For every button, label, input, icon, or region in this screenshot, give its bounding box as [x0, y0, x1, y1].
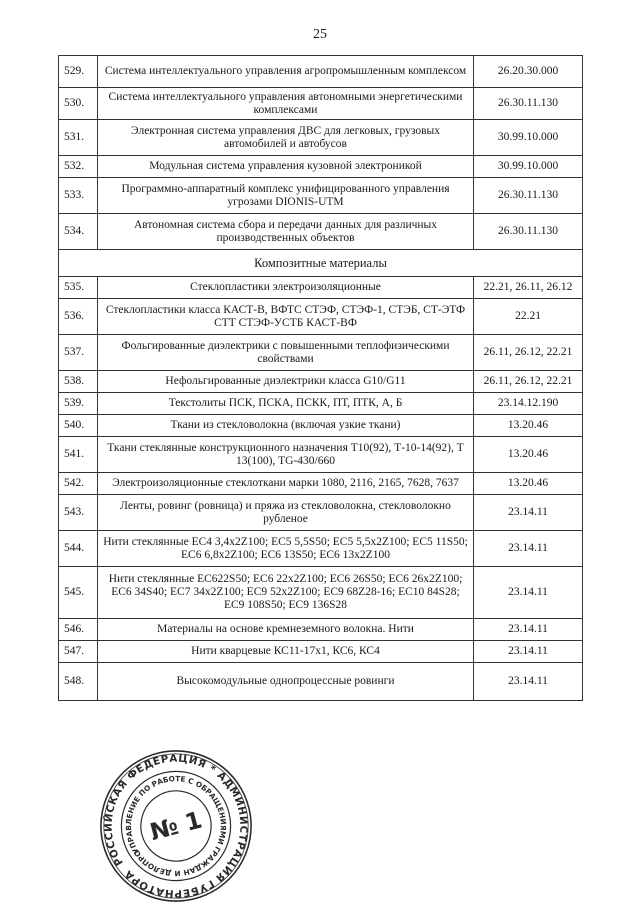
product-name: Ленты, ровинг (ровница) и пряжа из стекловолокна, стекловолокно рубленое [98, 495, 474, 531]
table-row [59, 120, 583, 156]
row-number: 529. [59, 56, 98, 88]
okpd-code: 13.20.46 [474, 473, 583, 495]
row-number: 547. [59, 641, 98, 663]
okpd-code: 26.11, 26.12, 22.21 [474, 335, 583, 371]
table-row [59, 641, 583, 663]
table-row [59, 663, 583, 701]
product-name: Ткани стеклянные конструкционного назначения Т10(92), Т-10-14(92), Т 13(100), TG-430/660 [98, 437, 474, 473]
section-row [59, 250, 583, 277]
okpd-code: 22.21, 26.11, 26.12 [474, 277, 583, 299]
product-name: Нефольгированные диэлектрики класса G10/G11 [98, 371, 474, 393]
table-row [59, 619, 583, 641]
row-number: 542. [59, 473, 98, 495]
product-name: Фольгированные диэлектрики с повышенными теплофизическими свойствами [98, 335, 474, 371]
product-name: Текстолиты ПСК, ПСКА, ПСКК, ПТ, ПТК, А, Б [98, 393, 474, 415]
product-name: Программно-аппаратный комплекс унифицированного управления угрозами DIONIS-UTM [98, 178, 474, 214]
row-number: 533. [59, 178, 98, 214]
section-title: Композитные материалы [59, 250, 583, 277]
product-name: Электроизоляционные стеклоткани марки 1080, 2116, 2165, 7628, 7637 [98, 473, 474, 495]
okpd-code: 23.14.11 [474, 641, 583, 663]
table-row [59, 567, 583, 619]
okpd-code: 26.30.11.130 [474, 178, 583, 214]
okpd-code: 30.99.10.000 [474, 156, 583, 178]
row-number: 540. [59, 415, 98, 437]
table-row [59, 473, 583, 495]
okpd-code: 23.14.11 [474, 619, 583, 641]
product-name: Автономная система сбора и передачи данных для различных производственных объектов [98, 214, 474, 250]
row-number: 537. [59, 335, 98, 371]
row-number: 534. [59, 214, 98, 250]
table-row [59, 335, 583, 371]
table-row [59, 214, 583, 250]
page-number: 25 [313, 27, 327, 42]
product-name: Стеклопластики класса КАСТ-В, ВФТС СТЭФ, СТЭФ-1, СТЭБ, СТ-ЭТФ СТТ СТЭФ-УСТБ КАСТ-ВФ [98, 299, 474, 335]
row-number: 539. [59, 393, 98, 415]
seal-number: № 1 [146, 805, 205, 847]
row-number: 541. [59, 437, 98, 473]
table-row [59, 495, 583, 531]
okpd-code: 26.20.30.000 [474, 56, 583, 88]
row-number: 531. [59, 120, 98, 156]
row-number: 544. [59, 531, 98, 567]
row-number: 545. [59, 567, 98, 619]
seal-outer-text: РОССИЙСКАЯ ФЕДЕРАЦИЯ * АДМИНИСТРАЦИЯ ГУБЕРНАТОРА [103, 753, 249, 899]
okpd-code: 23.14.11 [474, 663, 583, 701]
row-number: 532. [59, 156, 98, 178]
product-name: Ткани из стекловолокна (включая узкие ткани) [98, 415, 474, 437]
row-number: 535. [59, 277, 98, 299]
row-number: 543. [59, 495, 98, 531]
table-row [59, 178, 583, 214]
product-name: Модульная система управления кузовной электроникой [98, 156, 474, 178]
product-name: Нити кварцевые КС11-17х1, КС6, КС4 [98, 641, 474, 663]
row-number: 546. [59, 619, 98, 641]
table-row [59, 277, 583, 299]
row-number: 530. [59, 88, 98, 120]
okpd-code: 23.14.12.190 [474, 393, 583, 415]
okpd-code: 30.99.10.000 [474, 120, 583, 156]
product-name: Материалы на основе кремнеземного волокна. Нити [98, 619, 474, 641]
okpd-code: 26.30.11.130 [474, 88, 583, 120]
row-number: 548. [59, 663, 98, 701]
official-seal [98, 748, 254, 904]
okpd-code: 13.20.46 [474, 415, 583, 437]
row-number: 538. [59, 371, 98, 393]
table-row [59, 299, 583, 335]
okpd-code: 22.21 [474, 299, 583, 335]
table-row [59, 531, 583, 567]
table-row [59, 88, 583, 120]
table-row [59, 56, 583, 88]
product-name: Электронная система управления ДВС для легковых, грузовых автомобилей и автобусов [98, 120, 474, 156]
okpd-code: 23.14.11 [474, 531, 583, 567]
row-number: 536. [59, 299, 98, 335]
product-name: Нити стеклянные ЕС622S50; ЕС6 22х2Z100; ЕС6 26S50; ЕС6 26х2Z100; ЕС6 34S40; ЕС7 34х2Z100; ЕС9 52х2Z100; ЕС9 68Z28-16; ЕС10 84S28; ЕС9 108S50; ЕС9 136S28 [98, 567, 474, 619]
product-name: Система интеллектуального управления агропромышленным комплексом [98, 56, 474, 88]
okpd-code: 23.14.11 [474, 567, 583, 619]
table-row [59, 393, 583, 415]
okpd-code: 23.14.11 [474, 495, 583, 531]
table-row [59, 371, 583, 393]
table-row [59, 156, 583, 178]
okpd-code: 26.30.11.130 [474, 214, 583, 250]
product-name: Система интеллектуального управления автономными энергетическими комплексами [98, 88, 474, 120]
product-name: Высокомодульные однопроцессные ровинги [98, 663, 474, 701]
table-row [59, 437, 583, 473]
seal-inner-text: УПРАВЛЕНИЕ ПО РАБОТЕ С ОБРАЩЕНИЯМИ ГРАЖДАН И ДЕЛОПРОИЗВОДСТВУ [124, 774, 228, 878]
okpd-code: 26.11, 26.12, 22.21 [474, 371, 583, 393]
okpd-code: 13.20.46 [474, 437, 583, 473]
table-row [59, 415, 583, 437]
product-name: Стеклопластики электроизоляционные [98, 277, 474, 299]
product-name: Нити стеклянные ЕС4 3,4х2Z100; ЕС5 5,5S50; ЕС5 5,5х2Z100; ЕС5 11S50; ЕС6 6,8х2Z100; ЕС6 13S50; ЕС6 13х2Z100 [98, 531, 474, 567]
registry-table [58, 55, 583, 701]
